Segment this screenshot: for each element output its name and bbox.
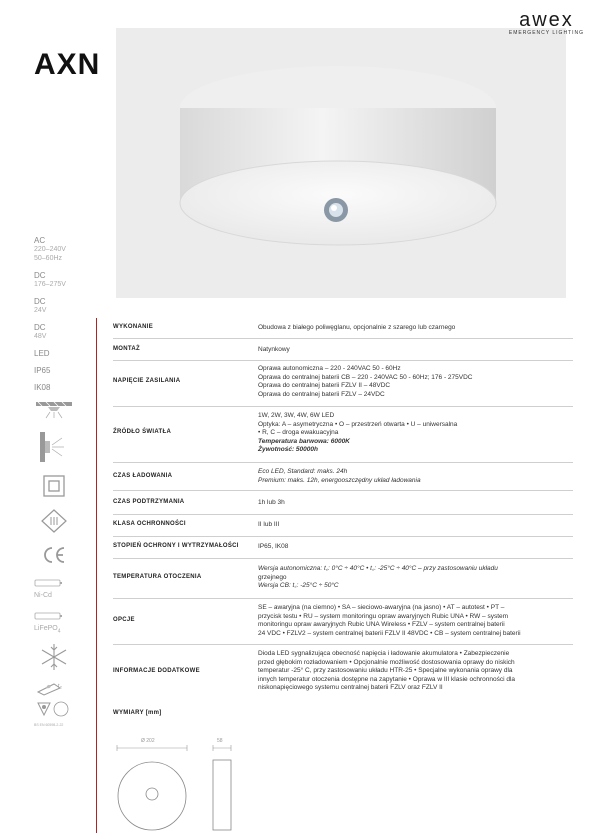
ni-cd-label: Ni-Cd bbox=[34, 592, 52, 599]
brand-tagline: EMERGENCY LIGHTING bbox=[508, 30, 584, 36]
spec-line: • R, C – droga ewakuacyjna bbox=[258, 429, 339, 436]
spec-line: Oprawa autonomiczna – 220 - 240VAC 50 - 60Hz bbox=[258, 365, 401, 372]
row-separator bbox=[113, 598, 573, 599]
spec-line: przed głębokim rozładowaniem • Opcjonalnie możliwość dostosowania oprawy do niskich bbox=[258, 658, 515, 666]
spec-line: Natynkowy bbox=[258, 346, 290, 353]
spec-value bbox=[258, 604, 570, 638]
protection-class-ii-icon bbox=[34, 474, 74, 498]
row-separator bbox=[113, 406, 573, 407]
sidebar-dc-key: DC bbox=[34, 297, 46, 306]
luminaire-illustration bbox=[116, 28, 566, 298]
spec-line: Wersja autonomiczna: t꜀: 0°C ÷ 40°C • t꜀: -25°C ÷ 40°C – przy zastosowaniu układu bbox=[258, 565, 498, 572]
spec-label: MONTAŻ bbox=[113, 346, 141, 352]
spec-label: ŹRÓDŁO ŚWIATŁA bbox=[113, 429, 172, 435]
spec-line: monitoringu opraw awaryjnych Rubic UNA Wireless • FZLV – system centralnej baterii bbox=[258, 621, 505, 628]
spec-label: CZAS ŁADOWANIA bbox=[113, 473, 173, 479]
row-separator bbox=[113, 462, 573, 463]
sidebar-dc-key: DC bbox=[34, 323, 46, 332]
diameter-label: Ø 202 bbox=[141, 738, 155, 744]
spec-line: Dioda LED sygnalizująca obecność napięcia i ładowanie akumulatora • Zabezpieczenie bbox=[258, 650, 510, 657]
spec-label: NAPIĘCIE ZASILANIA bbox=[113, 378, 181, 384]
snowflake-icon bbox=[34, 642, 74, 672]
t-mark-label: t₂ bbox=[58, 684, 62, 691]
dimension-drawings bbox=[113, 738, 283, 837]
spec-line: innych temperatur otoczenia dostępne na zapytanie • Oprawa w III klasie ochronności dla bbox=[258, 675, 516, 683]
row-separator bbox=[113, 558, 573, 559]
sidebar-dc-value: 48V bbox=[34, 333, 47, 340]
spec-line: 24 VDC • FZLV2 – system centralnej baterii FZLV II 48VDC • CB – system centralnej baterii bbox=[258, 629, 521, 637]
feature-sidebar bbox=[34, 236, 104, 727]
row-separator bbox=[113, 490, 573, 491]
sidebar-dc-176 bbox=[34, 271, 104, 289]
high-temp-badge bbox=[34, 678, 104, 696]
spec-line: Oprawa do centralnej baterii FZLV II – 48VDC bbox=[258, 382, 391, 389]
spec-line: grzejnego bbox=[258, 573, 287, 581]
spec-line: Wersja CB: t꜀: -25°C ÷ 50°C bbox=[258, 582, 339, 589]
spec-line: Żywotność: 50000h bbox=[258, 446, 318, 453]
spec-label: WYKONANIE bbox=[113, 324, 154, 330]
spec-value bbox=[258, 543, 570, 552]
sidebar-ac-key: AC bbox=[34, 236, 46, 245]
sidebar-dc-key: DC bbox=[34, 271, 46, 280]
dimension-drawing-svg bbox=[113, 742, 283, 832]
spec-line: Premium: maks. 12h, energooszczędny układ ładowania bbox=[258, 476, 421, 484]
spec-label: OPCJE bbox=[113, 617, 135, 623]
dimensions-heading: WYMIARY [mm] bbox=[113, 710, 162, 716]
spec-line: Optyka: A – asymetryczna • O – przestrzeń otwarta • U – uniwersalna bbox=[258, 420, 458, 428]
row-separator bbox=[113, 360, 573, 361]
sidebar-dc-value: 176–275V bbox=[34, 281, 66, 288]
product-model-title: AXN bbox=[34, 48, 101, 81]
spec-line: temperatur -25° C, przy zastosowaniu układu HTR-25 • Specjalne wykonania oprawy dla bbox=[258, 667, 513, 674]
spec-line: Oprawa do centralnej baterii FZLV – 24VDC bbox=[258, 390, 385, 398]
certification-text: BS EN 60598-2-22 bbox=[34, 723, 64, 728]
sidebar-led-key: LED bbox=[34, 349, 50, 358]
spec-line: II lub III bbox=[258, 521, 280, 528]
row-separator bbox=[113, 338, 573, 339]
spec-value bbox=[258, 324, 570, 333]
spec-line: niskonapięciowego systemu centralnej baterii FZLV oraz FZLV II bbox=[258, 684, 443, 691]
certification-mark-icon bbox=[34, 700, 74, 718]
ni-cd-battery-badge bbox=[34, 574, 104, 599]
spec-value bbox=[258, 468, 570, 485]
spec-value bbox=[258, 565, 570, 591]
lifepo4-subscript: 4 bbox=[57, 628, 61, 635]
spec-line: IP65, IK08 bbox=[258, 543, 289, 550]
spec-line: SE – awaryjna (na ciemno) • SA – sieciowo-awaryjna (na jasno) • AT – autotest • PT – bbox=[258, 604, 505, 611]
lifepo4-battery-badge bbox=[34, 607, 104, 634]
spec-label: CZAS PODTRZYMANIA bbox=[113, 499, 185, 505]
lifepo4-text: LiFePO bbox=[34, 625, 58, 632]
spec-value bbox=[258, 499, 570, 508]
spec-line: Obudowa z białego poliwęglanu, opcjonalnie z szarego lub czarnego bbox=[258, 324, 456, 331]
sidebar-ik08 bbox=[34, 383, 104, 392]
battery-icon bbox=[34, 579, 64, 587]
sidebar-led bbox=[34, 349, 104, 358]
height-label: 58 bbox=[217, 738, 223, 744]
spec-line: Temperatura barwowa: 6000K bbox=[258, 437, 350, 445]
spec-value bbox=[258, 365, 570, 399]
spec-line: Oprawa do centralnej baterii CB – 220 - 240VAC 50 - 60Hz; 176 - 275VDC bbox=[258, 373, 473, 381]
protection-class-iii-icon bbox=[34, 508, 74, 534]
sidebar-dc-48 bbox=[34, 323, 104, 341]
sidebar-ip-key: IP65 bbox=[34, 366, 51, 375]
certification-badge bbox=[34, 700, 104, 727]
spec-line: przycisk testu • RU – system monitoringu opraw awaryjnych Rubic UNA • RW – system bbox=[258, 612, 509, 620]
lifepo4-label bbox=[34, 625, 104, 634]
sidebar-ac bbox=[34, 236, 104, 263]
sidebar-dc-value: 24V bbox=[34, 307, 47, 314]
ce-mark-icon bbox=[34, 544, 74, 566]
product-photo bbox=[116, 28, 566, 298]
spec-value bbox=[258, 412, 570, 455]
spec-label: INFORMACJE DODATKOWE bbox=[113, 668, 200, 674]
spec-line: 1h lub 3h bbox=[258, 499, 285, 506]
section-divider bbox=[96, 318, 97, 833]
battery-icon bbox=[34, 612, 64, 620]
spec-line: Eco LED, Standard: maks. 24h bbox=[258, 468, 348, 475]
spec-label: STOPIEŃ OCHRONY I WYTRZYMAŁOŚCI bbox=[113, 543, 239, 549]
spec-label: KLASA OCHRONNOŚCI bbox=[113, 521, 186, 527]
row-separator bbox=[113, 536, 573, 537]
spec-label: TEMPERATURA OTOCZENIA bbox=[113, 574, 202, 580]
row-separator bbox=[113, 514, 573, 515]
row-separator bbox=[113, 644, 573, 645]
sidebar-dc-24 bbox=[34, 297, 104, 315]
sidebar-ac-value: 220–240V 50–60Hz bbox=[34, 246, 66, 262]
spec-value bbox=[258, 346, 570, 355]
spec-line: 1W, 2W, 3W, 4W, 6W LED bbox=[258, 412, 335, 419]
wall-mount-icon bbox=[34, 430, 74, 464]
spec-value bbox=[258, 521, 570, 530]
sidebar-ik-key: IK08 bbox=[34, 383, 51, 392]
sidebar-ip65 bbox=[34, 366, 104, 375]
spec-value bbox=[258, 650, 570, 693]
brand-logo bbox=[509, 10, 584, 36]
ceiling-mount-icon bbox=[34, 400, 74, 420]
brand-logotype: awex bbox=[519, 9, 574, 31]
